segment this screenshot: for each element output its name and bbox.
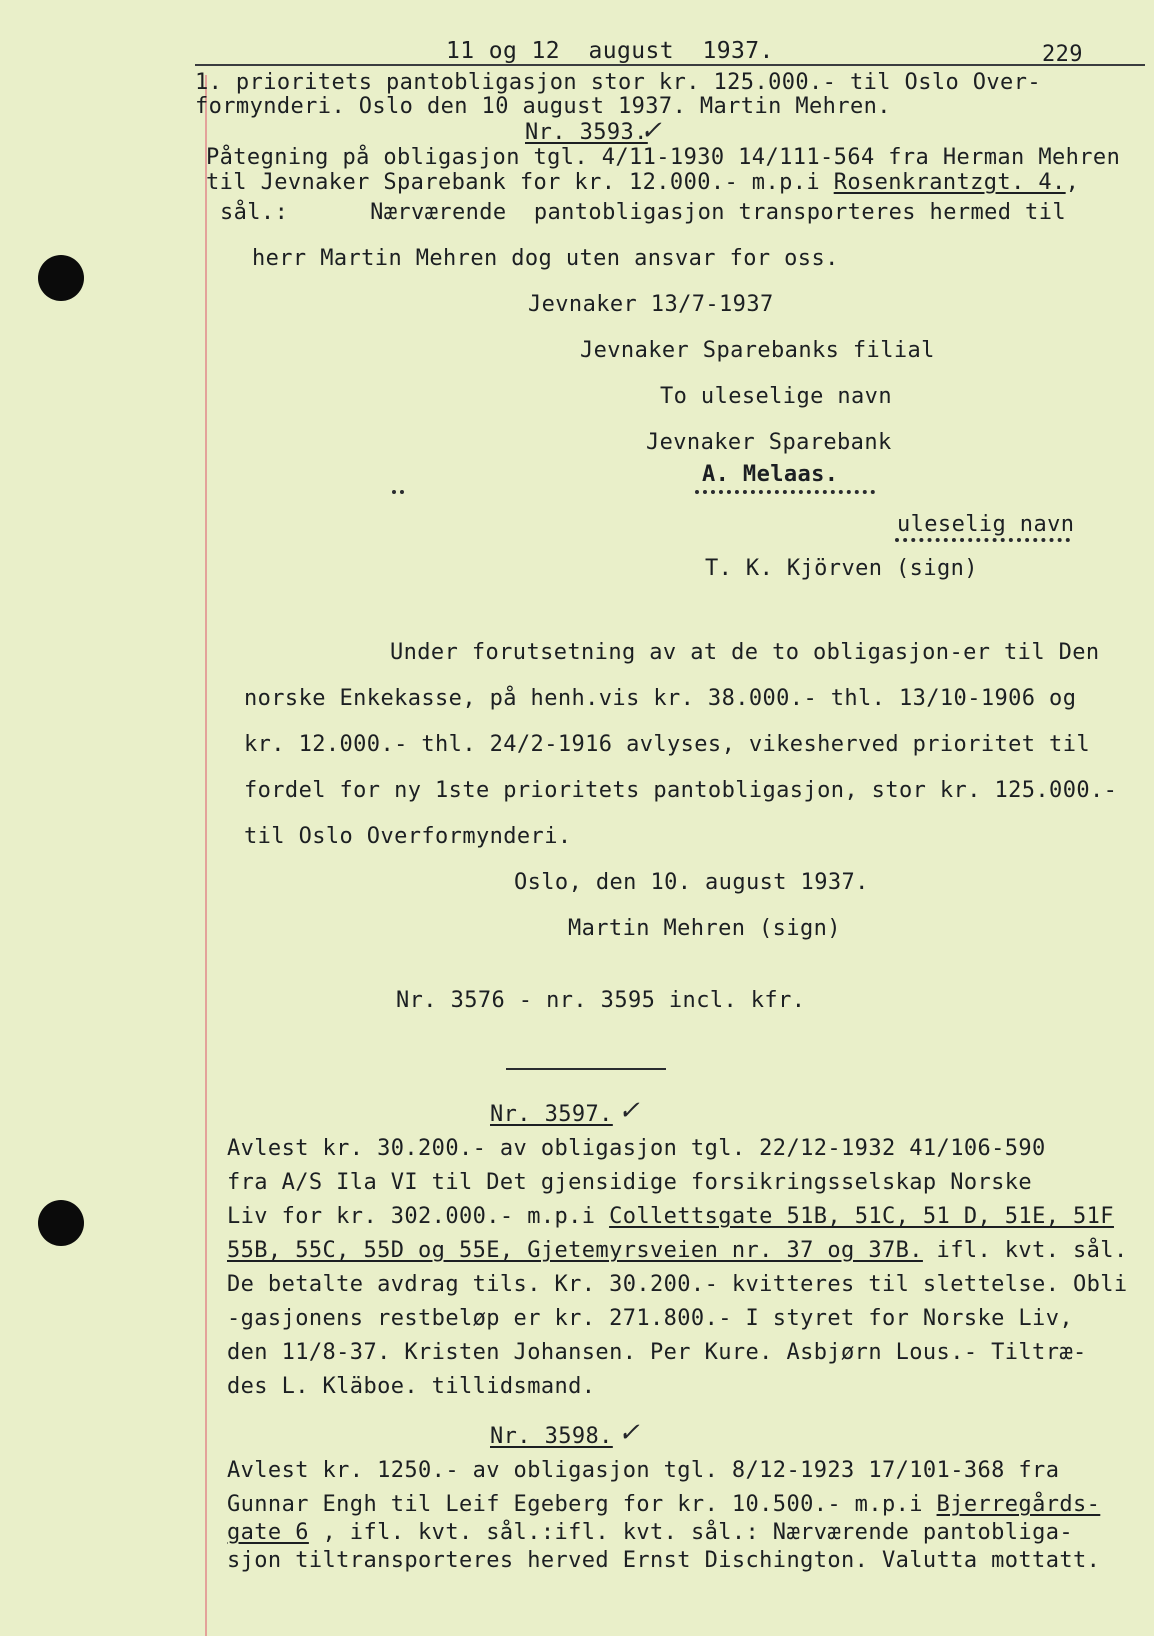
bank-name: Jevnaker Sparebank [646,430,892,455]
entry-3593-body-2: herr Martin Mehren dog uten ansvar for oss. [252,246,839,271]
condition-line-1: Under forutsetning av at de to obligasjon-er til Den [390,640,1100,665]
entry-3597-line-4: 55B, 55C, 55D og 55E, Gjetemyrsveien nr. 37 og 37B. ifl. kvt. sål. [227,1238,1128,1263]
address-bjerregardsgate: Bjerregårds- [936,1492,1101,1517]
entry-3598-line-1: Avlest kr. 1250.- av obligasjon tgl. 8/12-1923 17/101-368 fra [227,1458,1060,1483]
address-collettsgate: Collettsgate 51B, 51C, 51 D, 51E, 51F [609,1204,1114,1229]
entry-number-3597: Nr. 3597. [490,1102,613,1127]
entry-3597-line-3: Liv for kr. 302.000.- m.p.i Collettsgate 51B, 51C, 51 D, 51E, 51F [227,1204,1114,1229]
continued-line-2: formynderi. Oslo den 10 august 1937. Martin Mehren. [195,94,891,119]
entry-number-3593: Nr. 3593. [525,120,648,145]
place-date-oslo: Oslo, den 10. august 1937. [514,870,869,895]
entry-range: Nr. 3576 - nr. 3595 incl. kfr. [396,988,806,1013]
entry-3593-title-2: til Jevnaker Sparebank for kr. 12.000.- m.p.i Rosenkrantzgt. 4., [206,170,1080,195]
condition-line-2: norske Enkekasse, på henh.vis kr. 38.000.- thl. 13/10-1906 og [244,686,1077,711]
signature-dotted-line-2 [895,538,1070,542]
entry-3597-line-7: den 11/8-37. Kristen Johansen. Per Kure. Asbjørn Lous.- Tiltræ- [227,1340,1087,1365]
separator-rule [506,1068,666,1070]
check-mark: ✓ [618,1418,640,1448]
address-bjerregardsgate-2: gate 6 [227,1520,309,1545]
condition-line-3: kr. 12.000.- thl. 24/2-1916 avlyses, vikesherved prioritet til [244,732,1090,757]
condition-line-5: til Oslo Overformynderi. [244,824,572,849]
entry-3597-line-1: Avlest kr. 30.200.- av obligasjon tgl. 22/12-1932 41/106-590 [227,1136,1046,1161]
check-mark: ✓ [640,116,662,146]
illegible-name: uleselig navn [897,512,1075,537]
illegible-names: To uleselige navn [660,384,892,409]
entry-3598-line-3: gate 6 , ifl. kvt. sål.:ifl. kvt. sål.: Nærværende pantobliga- [227,1520,1074,1545]
entry-number-3598: Nr. 3598. [490,1424,613,1449]
condition-line-4: fordel for ny 1ste prioritets pantobligasjon, stor kr. 125.000.- [244,778,1118,803]
dotted-line [392,490,404,494]
entry-3593-title-1: Påtegning på obligasjon tgl. 4/11-1930 14/111-564 fra Herman Mehren [206,145,1121,170]
entry-3597-line-6: -gasjonens restbeløp er kr. 271.800.- I styret for Norske Liv, [227,1306,1073,1331]
place-date-jevnaker: Jevnaker 13/7-1937 [528,292,774,317]
entry-3597-line-5: De betalte avdrag tils. Kr. 30.200.- kvitteres til slettelse. Obli [227,1272,1128,1297]
entry-3597-line-8: des L. Kläboe. tillidsmand. [227,1374,596,1399]
address-rosenkrantzgt: Rosenkrantzgt. 4. [833,170,1066,195]
page-number: 229 [1042,42,1083,67]
entry-3598-line-4: sjon tiltransporteres herved Ernst Dischington. Valutta mottatt. [227,1548,1101,1573]
entry-3597-line-2: fra A/S Ila VI til Det gjensidige forsikringsselskap Norske [227,1170,1033,1195]
check-mark: ✓ [618,1096,640,1126]
entry-3598-line-2: Gunnar Engh til Leif Egeberg for kr. 10.500.- m.p.i Bjerregårds- [227,1492,1101,1517]
margin-rule [205,75,207,1636]
continued-line-1: 1. prioritets pantobligasjon stor kr. 125.000.- til Oslo Over- [195,70,1041,95]
signer-kjorven: T. K. Kjörven (sign) [705,556,978,581]
binder-hole-top [38,255,84,301]
signer-mehren: Martin Mehren (sign) [568,916,841,941]
entry-3593-body-1: sål.: Nærværende pantobligasjon transporteres hermed til [220,200,1066,225]
signer-melaas: A. Melaas. [702,462,839,487]
page-date: 11 og 12 august 1937. [446,38,774,64]
header-rule [195,64,1145,66]
binder-hole-bottom [38,1200,84,1246]
signature-dotted-line [695,490,875,494]
branch-name: Jevnaker Sparebanks filial [580,338,935,363]
address-gjetemyrsveien: 55B, 55C, 55D og 55E, Gjetemyrsveien nr. 37 og 37B. [227,1238,923,1263]
